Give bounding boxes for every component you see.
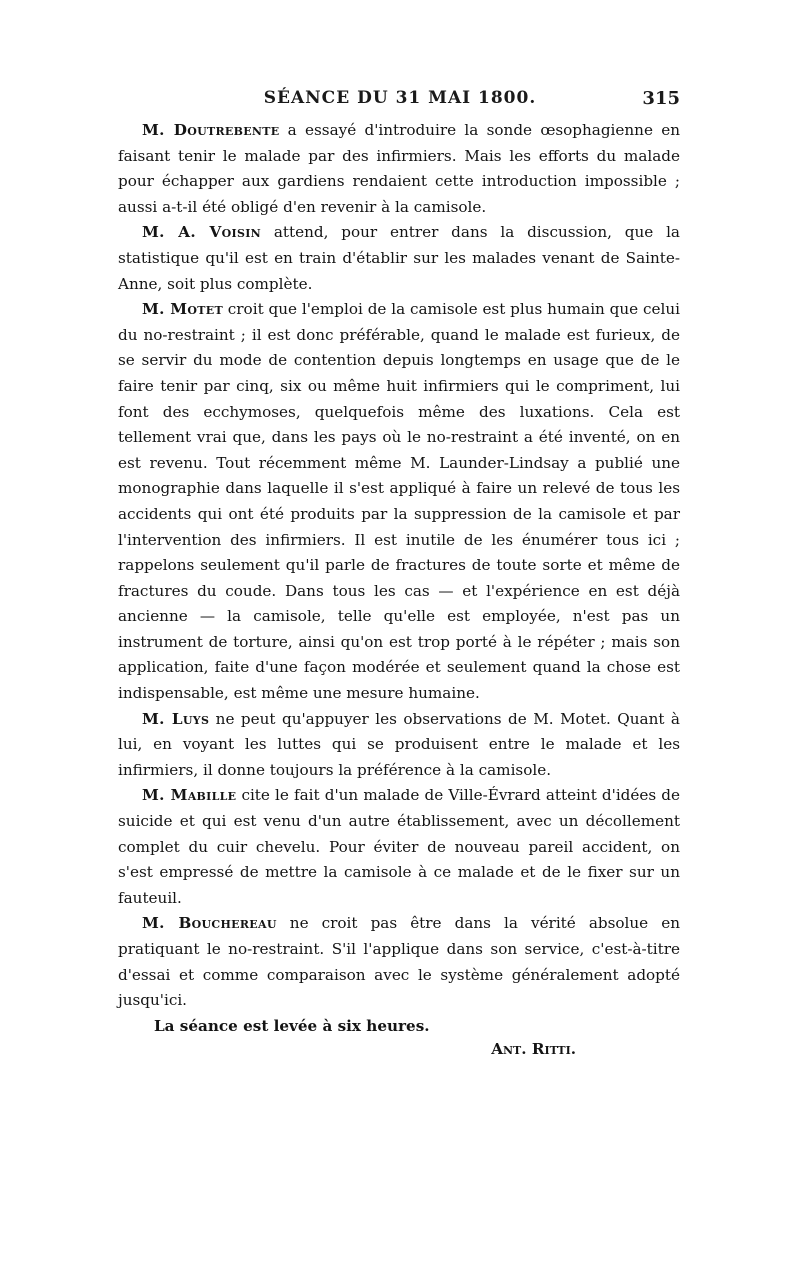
running-title: SÉANCE DU 31 MAI 1800. [263,88,537,108]
paragraph-doutrebente [118,118,680,220]
paragraph-text: ne croit pas être dans la vérité absolue en pratiquant le no-restraint. S'il l'applique dans son service, c'est-à-titre d'essai et comme comparaison avec le système généralement adopté jusqu'ici. [118,914,681,1010]
speaker-name: M. A. Voisin [142,223,261,242]
paragraph-text: attend, pour entrer dans la discussion, que la statistique qu'il est en train d'établir sur les malades venant de Sainte-Anne, soit plus complète. [118,223,680,293]
closing-line: La séance est levée à six heures. [154,1016,430,1035]
paragraph-luys [118,707,680,784]
running-header [120,88,680,118]
speaker-name: M. Luys [142,709,210,728]
speaker-name: M. Doutrebente [142,121,280,139]
speaker-name: M. Bouchereau [142,914,277,933]
page-number: 315 [642,88,680,109]
paragraph-text: ne peut qu'appuyer les observations de M. Motet. Quant à lui, en voyant les luttes qui se produisent entre le malade et les infirmiers, il donne toujours la préférence à la camisole. [118,709,680,779]
body-text [118,118,680,1063]
paragraph-motet [118,297,680,707]
paragraph-voisin [118,220,680,297]
paragraph-mabille [118,783,680,911]
paragraph-text: croit que l'emploi de la camisole est plus humain que celui du no-restraint ; il est donc préférable, quand le malade est furieux, de se servir du mode de contention depuis longtemps en usage que de le faire tenir par cinq, six ou même huit infirmiers qui le compriment, lui font des ecchymoses, quelquefois même des luxations. Cela est tellement vrai que, dans les pays où le no-restraint a été inventé, on en est revenu. Tout récemment même M. Launder-Lindsay a publié une monographie dans laquelle il s'est appliqué à faire un relevé de tous les accidents qui ont été produits par la suppression de la camisole et par l'intervention des infirmiers. Il est inutile de les énumérer tous ici ; rappelons seulement qu'il parle de fractures de toute sorte et même de fractures du coude. Dans tous les cas — et l'expérience en est déjà ancienne — la camisole, telle qu'elle est employée, n'est pas un instrument de torture, ainsi qu'on est trop porté à le répéter ; mais son application, faite d'une façon modérée et seulement quand la chose est indispensable, est même une mesure humaine. [118,300,680,703]
speaker-name: M. Mabille [142,786,237,805]
paragraph-text: cite le fait d'un malade de Ville-Évrard atteint d'idées de suicide et qui est venu d'un autre établissement, avec un décollement complet du cuir chevelu. Pour éviter de nouveau pareil accident, on s'est empressé de mettre la camisole à ce malade et de le fixer sur un fauteuil. [118,786,681,907]
paragraph-bouchereau [118,911,680,1013]
paragraph-text: a essayé d'introduire la sonde œsophagienne en faisant tenir le malade par des infirmiers. Mais les efforts du malade pour échapper aux gardiens rendaient cette introduction impossible ; aussi a-t-il été obligé d'en revenir à la camisole. [118,121,680,216]
speaker-name: M. Motet [142,300,223,319]
signature: Ant. Ritti. [491,1040,576,1059]
